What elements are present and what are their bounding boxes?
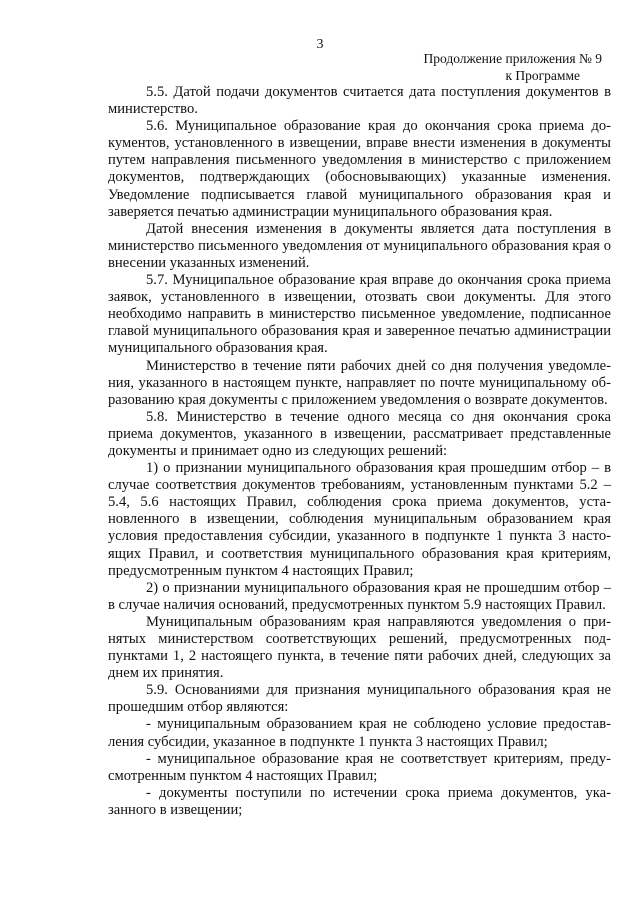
paragraph-5-9-ground-1: - муниципальным образованием края не соблюдено условие предоставления субсидии, указанное в подпункте 1 пункта 3 настоящих Правил; [108,716,611,750]
paragraph-5-7-return: Министерство в течение пяти рабочих дней со дня получения уведомления, указанного в настоящем пункте, направляет по почте муниципальному образованию края документы с приложением уведомления о возврате документов. [108,357,611,408]
paragraph-5-8-item-1: 1) о признании муниципального образования края прошедшим отбор – в случае соответствия документов требованиям, установленным пунктами 5.2 – 5.4, 5.6 настоящих Правил, соблюдения срока приема документов, установленного в извещении, соблюдения муниципальным образованием края условия предоставления субсидии, указанного в подпункте 1 пункта 3 настоящих Правил, и соответствия муниципального образования края критериям, предусмотренным пунктом 4 настоящих Правил; [108,460,611,579]
paragraph-5-5: 5.5. Датой подачи документов считается дата поступления документов в министерство. [108,84,611,118]
paragraph-5-8: 5.8. Министерство в течение одного месяца со дня окончания срока приема документов, указанного в извещении, рассматривает представленные документы и принимает одно из следующих решений: [108,408,611,459]
paragraph-5-6: 5.6. Муниципальное образование края до окончания срока приема документов, установленного в извещении, вправе внести изменения в документы путем направления письменного уведомления в министерство с приложением документов, подтверждающих (обосновывающих) указанные изменения. Уведомление подписывается главой муниципального образования края и заверяется печатью администрации муниципального образования края. [108,118,611,220]
paragraph-5-9: 5.9. Основаниями для признания муниципального образования края не прошедшим отбор являются: [108,682,611,716]
appendix-note-line: к Программе [505,68,580,83]
appendix-note-line: Продолжение приложения № 9 [423,51,602,66]
paragraph-5-9-ground-2: - муниципальное образование края не соответствует критериям, предусмотренным пунктом 4 настоящих Правил; [108,750,611,784]
paragraph-5-7: 5.7. Муниципальное образование края вправе до окончания срока приема заявок, установленного в извещении, отозвать свои документы. Для этого необходимо направить в министерство письменное уведомление, подписанное главой муниципального образования края и заверенное печатью администрации муниципального образования края. [108,272,611,357]
document-body [108,84,611,819]
page-number: 3 [316,37,324,52]
paragraph-5-9-ground-3: - документы поступили по истечении срока приема документов, указанного в извещении; [108,784,611,818]
paragraph-5-8-notice: Муниципальным образованиям края направляются уведомления о принятых министерством соответствующих решений, предусмотренных подпунктами 1, 2 настоящего пункта, в течение пяти рабочих дней, следующих за днем их принятия. [108,613,611,682]
paragraph-5-6-change-date: Датой внесения изменения в документы является дата поступления в министерство письменного уведомления от муниципального образования края о внесении указанных изменений. [108,220,611,271]
appendix-note [342,50,602,84]
paragraph-5-8-item-2: 2) о признании муниципального образования края не прошедшим отбор – в случае наличия оснований, предусмотренных пунктом 5.9 настоящих Правил. [108,579,611,613]
